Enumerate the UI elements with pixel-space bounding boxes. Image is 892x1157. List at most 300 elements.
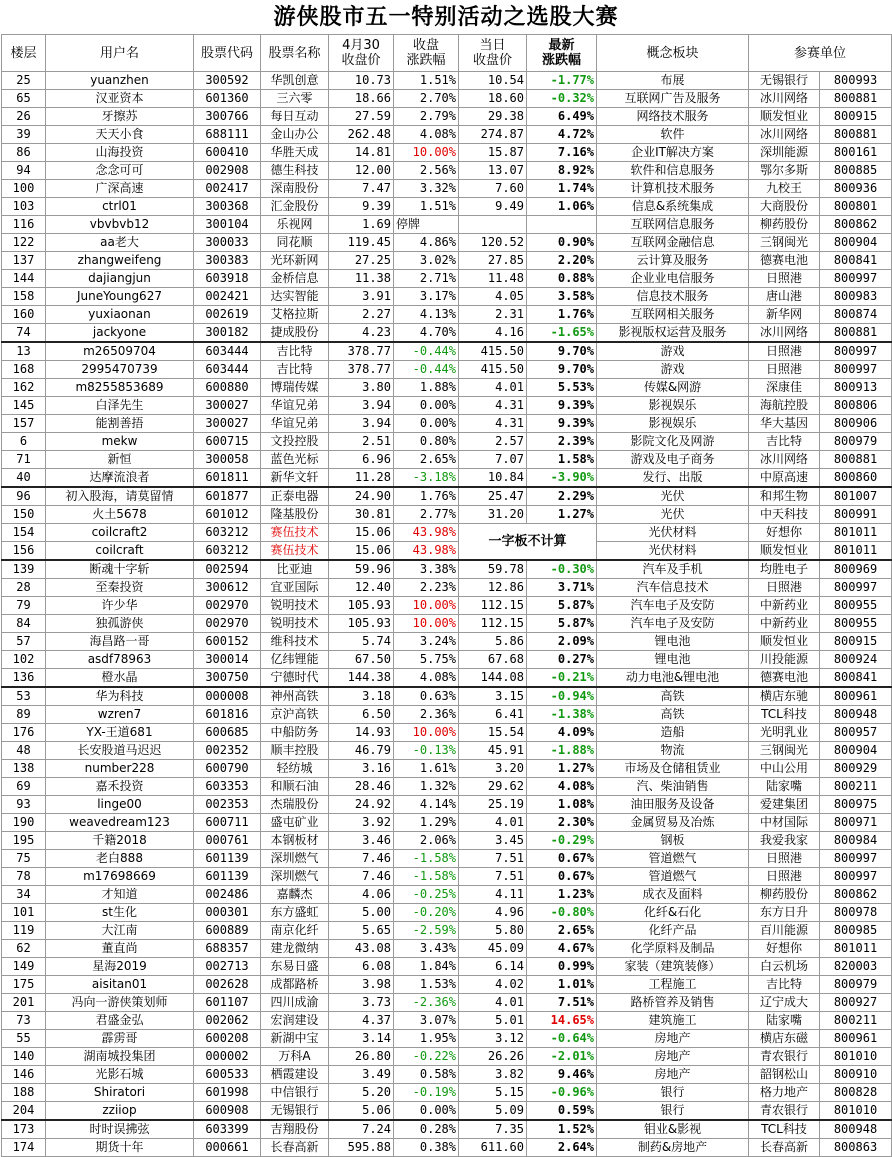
user-cell: 初入股海，请莫留情	[46, 487, 194, 506]
table-row	[2, 724, 892, 742]
floor-cell: 204	[2, 1102, 46, 1121]
user-cell: 才知道	[46, 886, 194, 904]
floor-cell: 190	[2, 814, 46, 832]
close-cell: 3.45	[459, 832, 527, 850]
close-cell: 4.11	[459, 886, 527, 904]
p430-cell: 3.46	[329, 832, 394, 850]
stock-cell: 宏润建设	[261, 1012, 329, 1030]
p430-cell: 26.80	[329, 1048, 394, 1066]
user-cell: 念念可可	[46, 162, 194, 180]
close-cell: 112.15	[459, 597, 527, 615]
floor-cell: 13	[2, 342, 46, 361]
code-cell: 300766	[194, 108, 261, 126]
unit-code-cell: 800881	[820, 324, 892, 343]
chg-cell: 4.08%	[394, 126, 459, 144]
concept-cell: 软件和信息服务	[597, 162, 749, 180]
table-row	[2, 252, 892, 270]
stock-cell: 长春高新	[261, 1139, 329, 1157]
p430-cell: 9.39	[329, 198, 394, 216]
code-cell: 300027	[194, 415, 261, 433]
user-cell: aa老大	[46, 234, 194, 252]
unit-code-cell: 800915	[820, 633, 892, 651]
code-cell: 300033	[194, 234, 261, 252]
p430-cell: 27.25	[329, 252, 394, 270]
close-cell: 4.01	[459, 814, 527, 832]
stock-cell: 南京化纤	[261, 922, 329, 940]
code-cell: 600790	[194, 760, 261, 778]
latest-cell	[527, 216, 597, 234]
chg-cell: 4.14%	[394, 796, 459, 814]
table-row	[2, 469, 892, 488]
latest-cell: 5.53%	[527, 379, 597, 397]
unit-code-cell: 800860	[820, 469, 892, 488]
code-cell: 688111	[194, 126, 261, 144]
latest-cell: -1.65%	[527, 324, 597, 343]
user-cell: ctrl01	[46, 198, 194, 216]
user-cell: vbvbvb12	[46, 216, 194, 234]
floor-cell: 53	[2, 687, 46, 706]
unit-code-cell: 800211	[820, 1012, 892, 1030]
chg-cell: 2.65%	[394, 451, 459, 469]
unit-code-cell: 800885	[820, 162, 892, 180]
stock-cell: 无锡银行	[261, 1102, 329, 1121]
code-cell: 000008	[194, 687, 261, 706]
latest-cell: -0.64%	[527, 1030, 597, 1048]
code-cell: 300027	[194, 397, 261, 415]
stock-cell: 东方盛虹	[261, 904, 329, 922]
note-cell: 一字板不计算	[459, 524, 597, 561]
p430-cell: 262.48	[329, 126, 394, 144]
concept-cell: 云计算及服务	[597, 252, 749, 270]
user-cell: 天天小食	[46, 126, 194, 144]
unit-cell: 百川能源	[749, 922, 820, 940]
unit-code-cell: 800979	[820, 433, 892, 451]
unit-code-cell: 800997	[820, 850, 892, 868]
floor-cell: 140	[2, 1048, 46, 1066]
close-cell: 2.31	[459, 306, 527, 324]
p430-cell: 2.51	[329, 433, 394, 451]
p430-cell: 6.08	[329, 958, 394, 976]
code-cell: 002594	[194, 560, 261, 579]
table-row	[2, 126, 892, 144]
floor-cell: 84	[2, 615, 46, 633]
chg-cell: 10.00%	[394, 615, 459, 633]
floor-cell: 116	[2, 216, 46, 234]
floor-cell: 65	[2, 90, 46, 108]
floor-cell: 175	[2, 976, 46, 994]
close-cell: 5.01	[459, 1012, 527, 1030]
chg-cell: 0.80%	[394, 433, 459, 451]
chg-cell: 4.70%	[394, 324, 459, 343]
chg-cell: 2.23%	[394, 579, 459, 597]
code-cell: 603212	[194, 524, 261, 542]
code-cell: 002486	[194, 886, 261, 904]
unit-cell: 横店东驰	[749, 687, 820, 706]
unit-cell: 冰川网络	[749, 90, 820, 108]
unit-code-cell: 800997	[820, 868, 892, 886]
user-cell: 广深高速	[46, 180, 194, 198]
close-cell: 6.41	[459, 706, 527, 724]
user-cell: linge00	[46, 796, 194, 814]
code-cell: 000761	[194, 832, 261, 850]
stock-cell: 中船防务	[261, 724, 329, 742]
chg-cell: 10.00%	[394, 724, 459, 742]
header-floor: 楼层	[2, 35, 46, 72]
concept-cell: 房地产	[597, 1066, 749, 1084]
stock-cell: 维科技术	[261, 633, 329, 651]
chg-cell: 0.63%	[394, 687, 459, 706]
user-cell: 时时误拂弦	[46, 1120, 194, 1139]
user-cell: asdf78963	[46, 651, 194, 669]
floor-cell: 136	[2, 669, 46, 688]
p430-cell: 105.93	[329, 615, 394, 633]
unit-code-cell: 801011	[820, 940, 892, 958]
user-cell: 火土5678	[46, 506, 194, 524]
table-row	[2, 597, 892, 615]
p430-cell: 119.45	[329, 234, 394, 252]
code-cell: 002628	[194, 976, 261, 994]
chg-cell: 3.38%	[394, 560, 459, 579]
p430-cell: 7.24	[329, 1120, 394, 1139]
table-row	[2, 415, 892, 433]
table-row	[2, 633, 892, 651]
close-cell: 7.35	[459, 1120, 527, 1139]
latest-cell: 9.39%	[527, 415, 597, 433]
chg-cell: 2.56%	[394, 162, 459, 180]
code-cell: 002970	[194, 597, 261, 615]
unit-code-cell: 800904	[820, 742, 892, 760]
stock-cell: 达实智能	[261, 288, 329, 306]
chg-cell: -0.44%	[394, 342, 459, 361]
close-cell: 13.07	[459, 162, 527, 180]
stock-cell: 宁德时代	[261, 669, 329, 688]
stock-cell: 光环新网	[261, 252, 329, 270]
user-cell: 霹雳哥	[46, 1030, 194, 1048]
p430-cell: 28.46	[329, 778, 394, 796]
floor-cell: 55	[2, 1030, 46, 1048]
user-cell: 长安股道马迟迟	[46, 742, 194, 760]
unit-code-cell: 800997	[820, 270, 892, 288]
p430-cell: 7.46	[329, 868, 394, 886]
close-cell: 67.68	[459, 651, 527, 669]
close-cell: 120.52	[459, 234, 527, 252]
user-cell: 白泽先生	[46, 397, 194, 415]
user-cell: mekw	[46, 433, 194, 451]
floor-cell: 73	[2, 1012, 46, 1030]
unit-cell: 深康佳	[749, 379, 820, 397]
table-row	[2, 433, 892, 451]
chg-cell: 1.95%	[394, 1030, 459, 1048]
stock-cell: 博瑞传媒	[261, 379, 329, 397]
concept-cell: 造船	[597, 724, 749, 742]
unit-code-cell: 800997	[820, 579, 892, 597]
latest-cell: 6.49%	[527, 108, 597, 126]
unit-cell: 华大基因	[749, 415, 820, 433]
floor-cell: 139	[2, 560, 46, 579]
user-cell: coilcraft2	[46, 524, 194, 542]
concept-cell: 光伏材料	[597, 524, 749, 542]
stock-cell: 锐明技术	[261, 597, 329, 615]
latest-cell: -0.29%	[527, 832, 597, 850]
user-cell: 大江南	[46, 922, 194, 940]
code-cell: 002421	[194, 288, 261, 306]
unit-code-cell: 800955	[820, 597, 892, 615]
stock-cell: 亿纬锂能	[261, 651, 329, 669]
chg-cell: 3.24%	[394, 633, 459, 651]
latest-cell: 14.65%	[527, 1012, 597, 1030]
floor-cell: 157	[2, 415, 46, 433]
latest-cell: 4.09%	[527, 724, 597, 742]
unit-code-cell: 800955	[820, 615, 892, 633]
stock-cell: 华凯创意	[261, 72, 329, 90]
table-row	[2, 1139, 892, 1157]
chg-cell: 1.51%	[394, 198, 459, 216]
close-cell: 45.09	[459, 940, 527, 958]
floor-cell: 26	[2, 108, 46, 126]
user-cell: zhangweifeng	[46, 252, 194, 270]
stock-cell: 顺丰控股	[261, 742, 329, 760]
latest-cell: 8.92%	[527, 162, 597, 180]
chg-cell: -0.19%	[394, 1084, 459, 1102]
p430-cell: 6.50	[329, 706, 394, 724]
code-cell: 600533	[194, 1066, 261, 1084]
table-row	[2, 796, 892, 814]
close-cell	[459, 216, 527, 234]
chg-cell: 2.06%	[394, 832, 459, 850]
user-cell: m17698669	[46, 868, 194, 886]
table-row	[2, 560, 892, 579]
p430-cell: 378.77	[329, 342, 394, 361]
floor-cell: 34	[2, 886, 46, 904]
header-latest: 最新 涨跌幅	[527, 35, 597, 72]
p430-cell: 4.06	[329, 886, 394, 904]
floor-cell: 39	[2, 126, 46, 144]
header-row	[2, 35, 892, 72]
code-cell: 603399	[194, 1120, 261, 1139]
unit-code-cell: 800997	[820, 361, 892, 379]
unit-cell: 中材国际	[749, 814, 820, 832]
chg-cell: 2.36%	[394, 706, 459, 724]
user-cell: wzren7	[46, 706, 194, 724]
unit-code-cell: 800915	[820, 108, 892, 126]
code-cell: 603212	[194, 542, 261, 561]
code-cell: 600685	[194, 724, 261, 742]
floor-cell: 25	[2, 72, 46, 90]
code-cell: 002908	[194, 162, 261, 180]
user-cell: st生化	[46, 904, 194, 922]
stock-cell: 华谊兄弟	[261, 415, 329, 433]
user-cell: jackyone	[46, 324, 194, 343]
code-cell: 603353	[194, 778, 261, 796]
unit-code-cell: 800881	[820, 126, 892, 144]
user-cell: 期货十年	[46, 1139, 194, 1157]
code-cell: 601360	[194, 90, 261, 108]
concept-cell: 汽、柴油销售	[597, 778, 749, 796]
unit-code-cell: 800983	[820, 288, 892, 306]
floor-cell: 101	[2, 904, 46, 922]
user-cell: yuanzhen	[46, 72, 194, 90]
concept-cell: 高铁	[597, 687, 749, 706]
close-cell: 4.31	[459, 397, 527, 415]
floor-cell: 103	[2, 198, 46, 216]
close-cell: 45.91	[459, 742, 527, 760]
user-cell: 董直尚	[46, 940, 194, 958]
close-cell: 7.51	[459, 850, 527, 868]
chg-cell: 1.29%	[394, 814, 459, 832]
user-cell: 牙擦苏	[46, 108, 194, 126]
close-cell: 4.01	[459, 379, 527, 397]
latest-cell: 2.65%	[527, 922, 597, 940]
concept-cell: 钼业&影视	[597, 1120, 749, 1139]
concept-cell: 游戏及电子商务	[597, 451, 749, 469]
floor-cell: 149	[2, 958, 46, 976]
unit-cell: 格力地产	[749, 1084, 820, 1102]
stock-cell: 成都路桥	[261, 976, 329, 994]
code-cell: 600410	[194, 144, 261, 162]
code-cell: 603444	[194, 342, 261, 361]
unit-cell: 爱建集团	[749, 796, 820, 814]
code-cell: 601139	[194, 850, 261, 868]
latest-cell: 0.27%	[527, 651, 597, 669]
stock-cell: 深圳燃气	[261, 850, 329, 868]
concept-cell: 房地产	[597, 1030, 749, 1048]
latest-cell: -0.96%	[527, 1084, 597, 1102]
stock-cell: 深圳燃气	[261, 868, 329, 886]
unit-cell: 中原高速	[749, 469, 820, 488]
unit-code-cell: 800936	[820, 180, 892, 198]
table-row	[2, 1120, 892, 1139]
stock-cell: 建龙微纳	[261, 940, 329, 958]
floor-cell: 156	[2, 542, 46, 561]
chg-cell: 10.00%	[394, 597, 459, 615]
table-row	[2, 615, 892, 633]
close-cell: 15.87	[459, 144, 527, 162]
unit-cell: 和邦生物	[749, 487, 820, 506]
code-cell: 688357	[194, 940, 261, 958]
unit-code-cell: 800985	[820, 922, 892, 940]
chg-cell: -0.22%	[394, 1048, 459, 1066]
stock-cell: 本钢板材	[261, 832, 329, 850]
chg-cell: 4.13%	[394, 306, 459, 324]
floor-cell: 146	[2, 1066, 46, 1084]
p430-cell: 3.16	[329, 760, 394, 778]
floor-cell: 40	[2, 469, 46, 488]
p430-cell: 3.49	[329, 1066, 394, 1084]
p430-cell: 24.92	[329, 796, 394, 814]
code-cell: 601107	[194, 994, 261, 1012]
code-cell: 300104	[194, 216, 261, 234]
unit-cell: 日照港	[749, 868, 820, 886]
latest-cell: 0.67%	[527, 868, 597, 886]
user-cell: 许少华	[46, 597, 194, 615]
unit-code-cell: 800881	[820, 451, 892, 469]
chg-cell: 4.86%	[394, 234, 459, 252]
unit-code-cell: 800806	[820, 397, 892, 415]
floor-cell: 174	[2, 1139, 46, 1157]
chg-cell: -2.36%	[394, 994, 459, 1012]
table-row	[2, 342, 892, 361]
header-concept: 概念板块	[597, 35, 749, 72]
code-cell: 300058	[194, 451, 261, 469]
user-cell: 断魂十字斩	[46, 560, 194, 579]
unit-code-cell: 820003	[820, 958, 892, 976]
table-row	[2, 976, 892, 994]
chg-cell: -1.58%	[394, 850, 459, 868]
close-cell: 112.15	[459, 615, 527, 633]
close-cell: 29.62	[459, 778, 527, 796]
floor-cell: 75	[2, 850, 46, 868]
chg-cell: 2.71%	[394, 270, 459, 288]
header-p430: 4月30 收盘价	[329, 35, 394, 72]
latest-cell: 1.52%	[527, 1120, 597, 1139]
user-cell: 老白888	[46, 850, 194, 868]
stock-cell: 轻纺城	[261, 760, 329, 778]
unit-cell: TCL科技	[749, 706, 820, 724]
floor-cell: 74	[2, 324, 46, 343]
close-cell: 7.51	[459, 868, 527, 886]
floor-cell: 96	[2, 487, 46, 506]
close-cell: 3.12	[459, 1030, 527, 1048]
p430-cell: 59.96	[329, 560, 394, 579]
close-cell: 4.31	[459, 415, 527, 433]
unit-cell: 东方日升	[749, 904, 820, 922]
chg-cell: 1.88%	[394, 379, 459, 397]
p430-cell: 12.40	[329, 579, 394, 597]
chg-cell: 3.07%	[394, 1012, 459, 1030]
table-row	[2, 1066, 892, 1084]
concept-cell: 影院文化及网游	[597, 433, 749, 451]
close-cell: 4.96	[459, 904, 527, 922]
unit-cell: 中天科技	[749, 506, 820, 524]
p430-cell: 18.66	[329, 90, 394, 108]
unit-cell: 德赛电池	[749, 252, 820, 270]
chg-cell: 2.70%	[394, 90, 459, 108]
unit-cell: 日照港	[749, 579, 820, 597]
unit-cell: 日照港	[749, 361, 820, 379]
unit-code-cell: 801011	[820, 542, 892, 561]
code-cell: 300592	[194, 72, 261, 90]
concept-cell: 布展	[597, 72, 749, 90]
code-cell: 601811	[194, 469, 261, 488]
stock-cell: 吉比特	[261, 342, 329, 361]
floor-cell: 162	[2, 379, 46, 397]
latest-cell: 1.58%	[527, 451, 597, 469]
concept-cell: 软件	[597, 126, 749, 144]
user-cell: m26509704	[46, 342, 194, 361]
concept-cell: 光伏	[597, 506, 749, 524]
unit-code-cell: 800997	[820, 342, 892, 361]
unit-cell: 陆家嘴	[749, 1012, 820, 1030]
code-cell: 600908	[194, 1102, 261, 1121]
table-row	[2, 506, 892, 524]
code-cell: 601139	[194, 868, 261, 886]
unit-cell: 青农银行	[749, 1048, 820, 1066]
p430-cell: 3.92	[329, 814, 394, 832]
p430-cell: 5.74	[329, 633, 394, 651]
stock-cell: 捷成股份	[261, 324, 329, 343]
user-cell: 君盛金弘	[46, 1012, 194, 1030]
p430-cell: 24.90	[329, 487, 394, 506]
stock-cell: 吉翔股份	[261, 1120, 329, 1139]
concept-cell: 汽车及手机	[597, 560, 749, 579]
code-cell: 002970	[194, 615, 261, 633]
floor-cell: 28	[2, 579, 46, 597]
code-cell: 600208	[194, 1030, 261, 1048]
concept-cell: 互联网信息服务	[597, 216, 749, 234]
p430-cell: 7.46	[329, 850, 394, 868]
code-cell: 600711	[194, 814, 261, 832]
stock-cell: 赛伍技术	[261, 542, 329, 561]
